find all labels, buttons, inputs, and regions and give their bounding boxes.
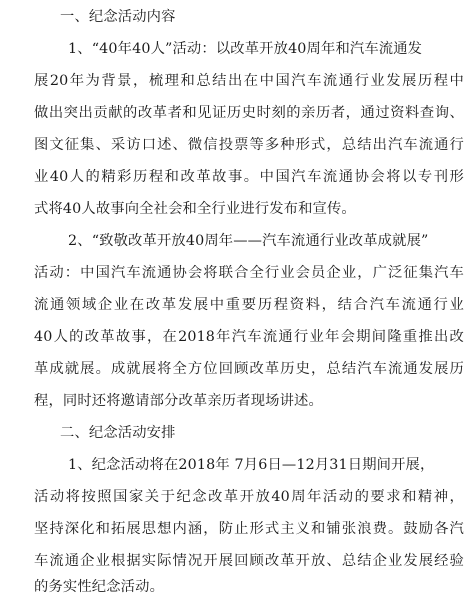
- section1-item1-line6: 式将40人故事向全社会和全行业进行发布和宣传。: [34, 201, 356, 217]
- section2-item1-line3: 坚持深化和拓展思想内涵，防止形式主义和铺张浪费。鼓励各汽: [34, 521, 464, 537]
- section2-item1-line5: 的务实性纪念活动。: [34, 579, 165, 595]
- section1-item2-line1: 2、“致敬改革开放40周年——汽车流通行业改革成就展”: [68, 233, 429, 249]
- section2-item1-line4: 车流通企业根据实际情况开展回顾改革开放、总结企业发展经验: [34, 553, 464, 569]
- section2-item1-line2: 活动将按照国家关于纪念改革开放40周年活动的要求和精神，: [34, 489, 464, 505]
- section1-item2-line3: 流通领域企业在改革发展中重要历程资料，结合汽车流通行业: [34, 297, 464, 313]
- section1-item1-line2: 展20年为背景，梳理和总结出在中国汽车流通行业发展历程中: [34, 73, 464, 89]
- section1-item2-line4: 40人的改革故事，在2018年汽车流通行业年会期间隆重推出改: [34, 329, 464, 345]
- section1-item1-line1: 1、“40年40人”活动：以改革开放40周年和汽车流通发: [68, 41, 423, 57]
- section1-item2-line6: 程，同时还将邀请部分改革亲历者现场讲述。: [34, 393, 323, 409]
- section2-item1-line1: 1、纪念活动将在2018年 7月6日—12月31日期间开展，: [68, 457, 435, 473]
- section1-item1-line4: 图文征集、采访口述、微信投票等多种形式，总结出汽车流通行: [34, 137, 464, 153]
- section1-item2-line5: 革成就展。成就展将全方位回顾改革历史，总结汽车流通发展历: [34, 361, 464, 377]
- section1-item1-line5: 业40人的精彩历程和改革故事。中国汽车流通协会将以专刊形: [34, 169, 464, 185]
- section1-item1-line3: 做出突出贡献的改革者和见证历史时刻的亲历者，通过资料查询、: [34, 105, 464, 121]
- section1-heading: 一、纪念活动内容: [60, 9, 176, 25]
- section1-item2-line2: 活动：中国汽车流通协会将联合全行业会员企业，广泛征集汽车: [34, 265, 464, 281]
- section2-heading: 二、纪念活动安排: [60, 425, 176, 441]
